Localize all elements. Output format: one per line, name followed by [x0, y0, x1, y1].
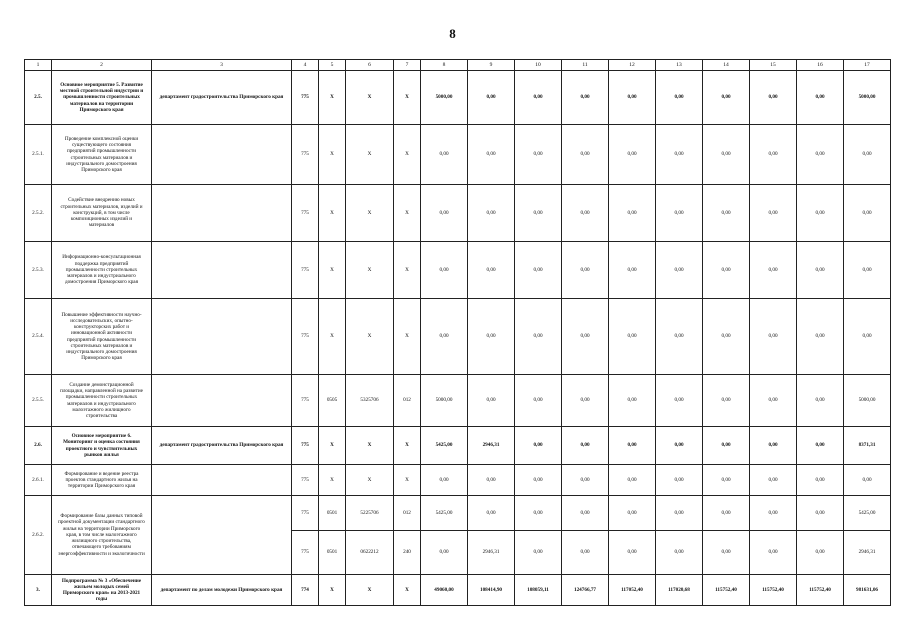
amount-cell: 0,00	[797, 242, 844, 299]
amount-cell: 0,00	[703, 71, 750, 125]
code-target-article-cell: X	[346, 71, 394, 125]
amount-cell: 0,00	[844, 125, 891, 185]
amount-cell: 0,00	[562, 242, 609, 299]
amount-cell: 0,00	[515, 531, 562, 575]
executor-cell	[152, 375, 292, 427]
amount-cell: 0,00	[562, 375, 609, 427]
amount-cell: 0,00	[750, 375, 797, 427]
code-target-article-cell: 5225706	[346, 496, 394, 531]
code-grbs-cell: 775	[292, 496, 319, 531]
amount-cell: 0,00	[656, 71, 703, 125]
amount-cell: 0,00	[750, 125, 797, 185]
code-section-cell: 0501	[319, 496, 346, 531]
amount-cell: 115752,40	[797, 575, 844, 606]
executor-cell	[152, 465, 292, 496]
column-number-cell: 2	[52, 60, 152, 71]
code-expense-type-cell: X	[394, 575, 421, 606]
amount-cell: 0,00	[562, 465, 609, 496]
amount-cell: 0,00	[750, 496, 797, 531]
amount-cell: 0,00	[656, 465, 703, 496]
amount-cell: 0,00	[515, 242, 562, 299]
amount-cell: 0,00	[703, 242, 750, 299]
code-target-article-cell: X	[346, 185, 394, 242]
row-number-cell: 2.6.1.	[25, 465, 52, 496]
code-target-article-cell: X	[346, 299, 394, 375]
amount-cell: 2946,31	[468, 531, 515, 575]
code-expense-type-cell: 012	[394, 375, 421, 427]
measure-name-cell: Формирование и ведение реестра проектов стандартного жилья на территории Приморского края	[52, 465, 152, 496]
amount-cell: 0,00	[609, 375, 656, 427]
code-expense-type-cell: X	[394, 125, 421, 185]
amount-cell: 2946,31	[844, 531, 891, 575]
measure-name-cell: Содействие внедрению новых строительных материалов, изделий и конструкций, в том числе композиционных изделий и материалов	[52, 185, 152, 242]
code-section-cell: X	[319, 575, 346, 606]
column-number-row	[25, 60, 891, 71]
amount-cell: 0,00	[703, 375, 750, 427]
row-number-cell: 2.6.2.	[25, 496, 52, 575]
code-section-cell: X	[319, 465, 346, 496]
amount-cell: 0,00	[750, 185, 797, 242]
amount-cell: 2946,31	[468, 427, 515, 465]
amount-cell: 0,00	[609, 465, 656, 496]
executor-cell	[152, 299, 292, 375]
amount-cell: 0,00	[797, 71, 844, 125]
code-section-cell: X	[319, 299, 346, 375]
amount-cell: 0,00	[797, 375, 844, 427]
amount-cell: 8371,31	[844, 427, 891, 465]
amount-cell: 5000,00	[421, 71, 468, 125]
table-row	[25, 465, 891, 496]
amount-cell: 0,00	[703, 531, 750, 575]
amount-cell: 5000,00	[844, 375, 891, 427]
row-number-cell: 2.5.2.	[25, 185, 52, 242]
amount-cell: 5000,00	[844, 71, 891, 125]
amount-cell: 0,00	[468, 125, 515, 185]
table-body	[25, 71, 891, 606]
amount-cell: 0,00	[515, 375, 562, 427]
amount-cell: 0,00	[609, 125, 656, 185]
measure-name-cell: Проведение комплексной оценки существующего состояния предприятий промышленности строительных материалов и индустриального домостроения Приморского края	[52, 125, 152, 185]
table-row	[25, 71, 891, 125]
amount-cell: 0,00	[515, 71, 562, 125]
amount-cell: 0,00	[515, 496, 562, 531]
amount-cell: 0,00	[797, 427, 844, 465]
code-grbs-cell: 775	[292, 71, 319, 125]
amount-cell: 115752,40	[750, 575, 797, 606]
table-row	[25, 242, 891, 299]
amount-cell: 0,00	[468, 465, 515, 496]
code-section-cell: X	[319, 185, 346, 242]
table-row	[25, 427, 891, 465]
amount-cell: 117020,68	[656, 575, 703, 606]
code-expense-type-cell: X	[394, 185, 421, 242]
row-number-cell: 2.5.3.	[25, 242, 52, 299]
column-number-cell: 8	[421, 60, 468, 71]
column-number-cell: 16	[797, 60, 844, 71]
executor-cell	[152, 185, 292, 242]
amount-cell: 0,00	[609, 185, 656, 242]
amount-cell: 0,00	[656, 242, 703, 299]
amount-cell: 0,00	[750, 299, 797, 375]
code-grbs-cell: 775	[292, 242, 319, 299]
amount-cell: 0,00	[844, 299, 891, 375]
amount-cell: 0,00	[656, 299, 703, 375]
amount-cell: 0,00	[609, 531, 656, 575]
amount-cell: 5425,00	[421, 496, 468, 531]
amount-cell: 0,00	[468, 375, 515, 427]
code-grbs-cell: 775	[292, 185, 319, 242]
amount-cell: 0,00	[844, 465, 891, 496]
row-number-cell: 2.5.	[25, 71, 52, 125]
table-row	[25, 125, 891, 185]
column-number-cell: 17	[844, 60, 891, 71]
amount-cell: 0,00	[750, 465, 797, 496]
amount-cell: 0,00	[609, 71, 656, 125]
amount-cell: 0,00	[656, 125, 703, 185]
amount-cell: 0,00	[609, 427, 656, 465]
measure-name-cell: Повышение эффективности научно-исследовательских, опытно-конструкторских работ и инновационной активности предприятий промышленности строительных материалов и индустриального домостроения Приморского края	[52, 299, 152, 375]
amount-cell: 5425,00	[844, 496, 891, 531]
row-number-cell: 2.5.5.	[25, 375, 52, 427]
amount-cell: 0,00	[750, 242, 797, 299]
code-target-article-cell: 0622212	[346, 531, 394, 575]
executor-cell: департамент градостроительства Приморского края	[152, 71, 292, 125]
code-section-cell: 0505	[319, 375, 346, 427]
measure-name-cell: Формирование базы данных типовой проектной документации стандартного жилья на территории Приморского края, в том числе малоэтажного жилищного строительства, отвечающего требованиям энергоэффективности и экологичности	[52, 496, 152, 575]
amount-cell: 0,00	[703, 465, 750, 496]
amount-cell: 0,00	[468, 496, 515, 531]
amount-cell: 0,00	[797, 496, 844, 531]
amount-cell: 0,00	[797, 185, 844, 242]
code-grbs-cell: 775	[292, 427, 319, 465]
amount-cell: 108059,11	[515, 575, 562, 606]
row-number-cell: 2.5.1.	[25, 125, 52, 185]
measure-name-cell: Создание демонстрационной площадки, направленной на развитие промышленности строительных материалов и индустриального малоэтажного жилищного строительства	[52, 375, 152, 427]
amount-cell: 0,00	[797, 299, 844, 375]
code-expense-type-cell: X	[394, 465, 421, 496]
measure-name-cell: Подпрограмма № 3 «Обеспечение жильем молодых семей Приморского края» на 2013-2021 годы	[52, 575, 152, 606]
amount-cell: 0,00	[750, 71, 797, 125]
amount-cell: 0,00	[844, 185, 891, 242]
code-grbs-cell: 775	[292, 531, 319, 575]
measure-name-cell: Основное мероприятие 6. Мониторинг и оценка состояния проектного и чувствительных рынков жилья	[52, 427, 152, 465]
code-expense-type-cell: 012	[394, 496, 421, 531]
executor-cell	[152, 125, 292, 185]
column-number-cell: 5	[319, 60, 346, 71]
column-number-cell: 6	[346, 60, 394, 71]
table-row	[25, 185, 891, 242]
code-grbs-cell: 775	[292, 465, 319, 496]
page-number: 8	[449, 26, 456, 41]
code-target-article-cell: X	[346, 465, 394, 496]
code-section-cell: X	[319, 125, 346, 185]
code-section-cell: X	[319, 71, 346, 125]
column-number-cell: 7	[394, 60, 421, 71]
column-number-cell: 13	[656, 60, 703, 71]
column-number-cell: 11	[562, 60, 609, 71]
amount-cell: 0,00	[421, 299, 468, 375]
amount-cell: 0,00	[562, 125, 609, 185]
table-row	[25, 375, 891, 427]
code-expense-type-cell: X	[394, 299, 421, 375]
column-number-cell: 12	[609, 60, 656, 71]
code-expense-type-cell: 240	[394, 531, 421, 575]
column-number-cell: 10	[515, 60, 562, 71]
amount-cell: 981631,06	[844, 575, 891, 606]
amount-cell: 0,00	[515, 185, 562, 242]
amount-cell: 0,00	[609, 299, 656, 375]
code-section-cell: 0501	[319, 531, 346, 575]
amount-cell: 0,00	[844, 242, 891, 299]
code-target-article-cell: X	[346, 125, 394, 185]
amount-cell: 0,00	[562, 299, 609, 375]
code-target-article-cell: X	[346, 427, 394, 465]
amount-cell: 5000,00	[421, 375, 468, 427]
amount-cell: 0,00	[421, 242, 468, 299]
amount-cell: 0,00	[421, 531, 468, 575]
amount-cell: 5425,00	[421, 427, 468, 465]
row-number-cell: 2.5.4.	[25, 299, 52, 375]
amount-cell: 0,00	[656, 531, 703, 575]
amount-cell: 115752,40	[703, 575, 750, 606]
executor-cell: департамент по делам молодежи Приморского края	[152, 575, 292, 606]
code-grbs-cell: 775	[292, 375, 319, 427]
row-number-cell: 3.	[25, 575, 52, 606]
amount-cell: 0,00	[750, 531, 797, 575]
amount-cell: 0,00	[468, 242, 515, 299]
amount-cell: 0,00	[515, 465, 562, 496]
amount-cell: 0,00	[562, 427, 609, 465]
amount-cell: 49060,00	[421, 575, 468, 606]
amount-cell: 0,00	[703, 185, 750, 242]
column-number-cell: 9	[468, 60, 515, 71]
code-target-article-cell: 5325706	[346, 375, 394, 427]
amount-cell: 0,00	[797, 125, 844, 185]
column-number-cell: 3	[152, 60, 292, 71]
code-grbs-cell: 775	[292, 299, 319, 375]
amount-cell: 0,00	[562, 496, 609, 531]
amount-cell: 0,00	[609, 242, 656, 299]
amount-cell: 0,00	[562, 71, 609, 125]
table-row	[25, 496, 891, 531]
code-expense-type-cell: X	[394, 242, 421, 299]
code-section-cell: X	[319, 427, 346, 465]
code-expense-type-cell: X	[394, 71, 421, 125]
amount-cell: 0,00	[656, 185, 703, 242]
code-grbs-cell: 774	[292, 575, 319, 606]
code-target-article-cell: X	[346, 575, 394, 606]
amount-cell: 0,00	[562, 531, 609, 575]
code-expense-type-cell: X	[394, 427, 421, 465]
table-row	[25, 575, 891, 606]
row-number-cell: 2.6.	[25, 427, 52, 465]
amount-cell: 0,00	[468, 299, 515, 375]
amount-cell: 0,00	[797, 531, 844, 575]
column-number-cell: 14	[703, 60, 750, 71]
amount-cell: 0,00	[703, 496, 750, 531]
amount-cell: 0,00	[656, 496, 703, 531]
amount-cell: 0,00	[515, 427, 562, 465]
amount-cell: 0,00	[656, 427, 703, 465]
measure-name-cell: Информационно-консультационная поддержка предприятий промышленности строительных материалов и индустриального домостроения Приморского края	[52, 242, 152, 299]
program-table	[24, 59, 891, 606]
executor-cell: департамент градостроительства Приморского края	[152, 427, 292, 465]
amount-cell: 0,00	[421, 185, 468, 242]
code-section-cell: X	[319, 242, 346, 299]
executor-cell	[152, 242, 292, 299]
amount-cell: 0,00	[656, 375, 703, 427]
amount-cell: 0,00	[421, 125, 468, 185]
amount-cell: 117052,40	[609, 575, 656, 606]
amount-cell: 0,00	[468, 185, 515, 242]
amount-cell: 0,00	[750, 427, 797, 465]
table-row	[25, 299, 891, 375]
column-number-cell: 15	[750, 60, 797, 71]
amount-cell: 0,00	[515, 125, 562, 185]
amount-cell: 108414,90	[468, 575, 515, 606]
amount-cell: 0,00	[468, 71, 515, 125]
amount-cell: 0,00	[797, 465, 844, 496]
code-grbs-cell: 775	[292, 125, 319, 185]
amount-cell: 0,00	[703, 427, 750, 465]
amount-cell: 0,00	[609, 496, 656, 531]
measure-name-cell: Основное мероприятие 5. Развитие местной строительной индустрии и промышленности строительных материалов на территории Приморского края	[52, 71, 152, 125]
amount-cell: 0,00	[703, 125, 750, 185]
column-number-cell: 4	[292, 60, 319, 71]
amount-cell: 0,00	[703, 299, 750, 375]
column-number-cell: 1	[25, 60, 52, 71]
amount-cell: 0,00	[562, 185, 609, 242]
executor-cell	[152, 496, 292, 575]
amount-cell: 0,00	[421, 465, 468, 496]
amount-cell: 0,00	[515, 299, 562, 375]
amount-cell: 124766,77	[562, 575, 609, 606]
code-target-article-cell: X	[346, 242, 394, 299]
